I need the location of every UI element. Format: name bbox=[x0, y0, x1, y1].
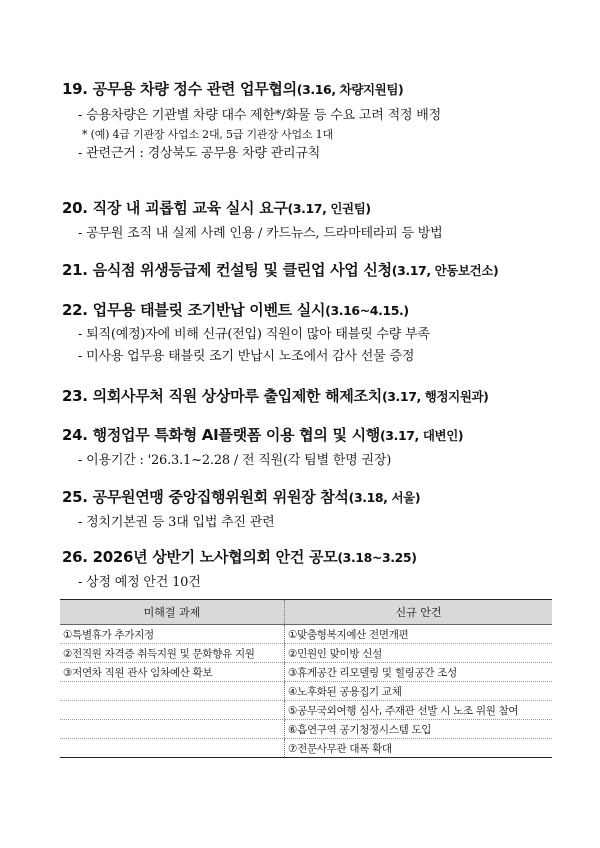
item-19 bbox=[62, 79, 562, 163]
item-title: 21. 음식점 위생등급제 컨설팅 및 클린업 사업 신청(3.17, 안동보건소) bbox=[62, 261, 499, 279]
bullet: - 상정 예정 안건 10건 bbox=[78, 575, 201, 590]
table-header-row bbox=[60, 600, 552, 625]
item-24 bbox=[62, 425, 562, 470]
table-row bbox=[60, 739, 552, 758]
agenda-table bbox=[60, 599, 552, 758]
item-title: 24. 행정업무 특화형 AI플랫폼 이용 협의 및 시행(3.17, 대변인) bbox=[62, 426, 464, 444]
bullet: - 공무원 조직 내 실제 사례 인용 / 카드뉴스, 드라마테라피 등 방법 bbox=[78, 226, 443, 241]
item-title: 22. 업무용 태블릿 조기반납 이벤트 실시(3.16~4.15.) bbox=[62, 301, 409, 319]
item-20 bbox=[62, 198, 562, 243]
new-cell: ①맞춤형복지예산 전면개편 bbox=[285, 625, 553, 644]
new-cell: ②민원인 맞이방 신설 bbox=[285, 644, 553, 663]
header-unresolved: 미해결 과제 bbox=[60, 600, 285, 625]
bullet: - 승용차량은 기관별 차량 대수 제한*/화물 등 수요 고려 적정 배정 bbox=[78, 108, 441, 123]
item-title: 23. 의회사무처 직원 상상마루 출입제한 해제조치(3.17, 행정지원과) bbox=[62, 387, 489, 405]
empty-cell bbox=[60, 701, 285, 720]
bullet: - 퇴직(예정)자에 비해 신규(전입) 직원이 많아 태블릿 수량 부족 bbox=[78, 327, 430, 342]
table-row bbox=[60, 625, 552, 644]
new-cell: ③휴게공간 리모델링 및 힐링공간 조성 bbox=[285, 663, 553, 682]
item-23 bbox=[62, 386, 562, 407]
footnote: * (예) 4급 기관장 사업소 2대, 5급 기관장 사업소 1대 bbox=[82, 128, 333, 141]
empty-cell bbox=[60, 739, 285, 758]
table-row bbox=[60, 720, 552, 739]
bullet: - 정치기본권 등 3대 입법 추진 관련 bbox=[78, 515, 275, 530]
new-cell: ④노후화된 공용집기 교체 bbox=[285, 682, 553, 701]
unresolved-cell: ①특별휴가 추가지정 bbox=[60, 625, 285, 644]
unresolved-cell: ③저연차 직원 관사 임차예산 확보 bbox=[60, 663, 285, 682]
new-cell: ⑦전문사무관 대폭 확대 bbox=[285, 739, 553, 758]
item-title: 19. 공무용 차량 정수 관련 업무협의(3.16, 차량지원팀) bbox=[62, 80, 404, 98]
item-title: 26. 2026년 상반기 노사협의회 안건 공모(3.18~3.25) bbox=[62, 548, 417, 566]
bullet: - 관련근거 : 경상북도 공무용 차량 관리규칙 bbox=[78, 146, 321, 161]
item-26 bbox=[62, 547, 562, 592]
item-21 bbox=[62, 260, 562, 281]
bullet: - 이용기간 : '26.3.1~2.28 / 전 직원(각 팀별 한명 권장) bbox=[78, 453, 392, 468]
new-cell: ⑥흡연구역 공기청정시스템 도입 bbox=[285, 720, 553, 739]
table-row bbox=[60, 701, 552, 720]
item-title: 25. 공무원연맹 중앙집행위원회 위원장 참석(3.18, 서울) bbox=[62, 488, 421, 506]
table-row bbox=[60, 682, 552, 701]
item-22 bbox=[62, 300, 562, 366]
unresolved-cell: ②전직원 자격증 취득지원 및 문화향유 지원 bbox=[60, 644, 285, 663]
empty-cell bbox=[60, 682, 285, 701]
item-title: 20. 직장 내 괴롭힘 교육 실시 요구(3.17, 인권팀) bbox=[62, 199, 371, 217]
empty-cell bbox=[60, 720, 285, 739]
table-row bbox=[60, 663, 552, 682]
table-row bbox=[60, 644, 552, 663]
header-new: 신규 안건 bbox=[285, 600, 553, 625]
item-25 bbox=[62, 487, 562, 532]
bullet: - 미사용 업무용 태블릿 조기 반납시 노조에서 감사 선물 증정 bbox=[78, 349, 415, 364]
new-cell: ⑤공무국외여행 심사, 주재관 선발 시 노조 위원 참여 bbox=[285, 701, 553, 720]
